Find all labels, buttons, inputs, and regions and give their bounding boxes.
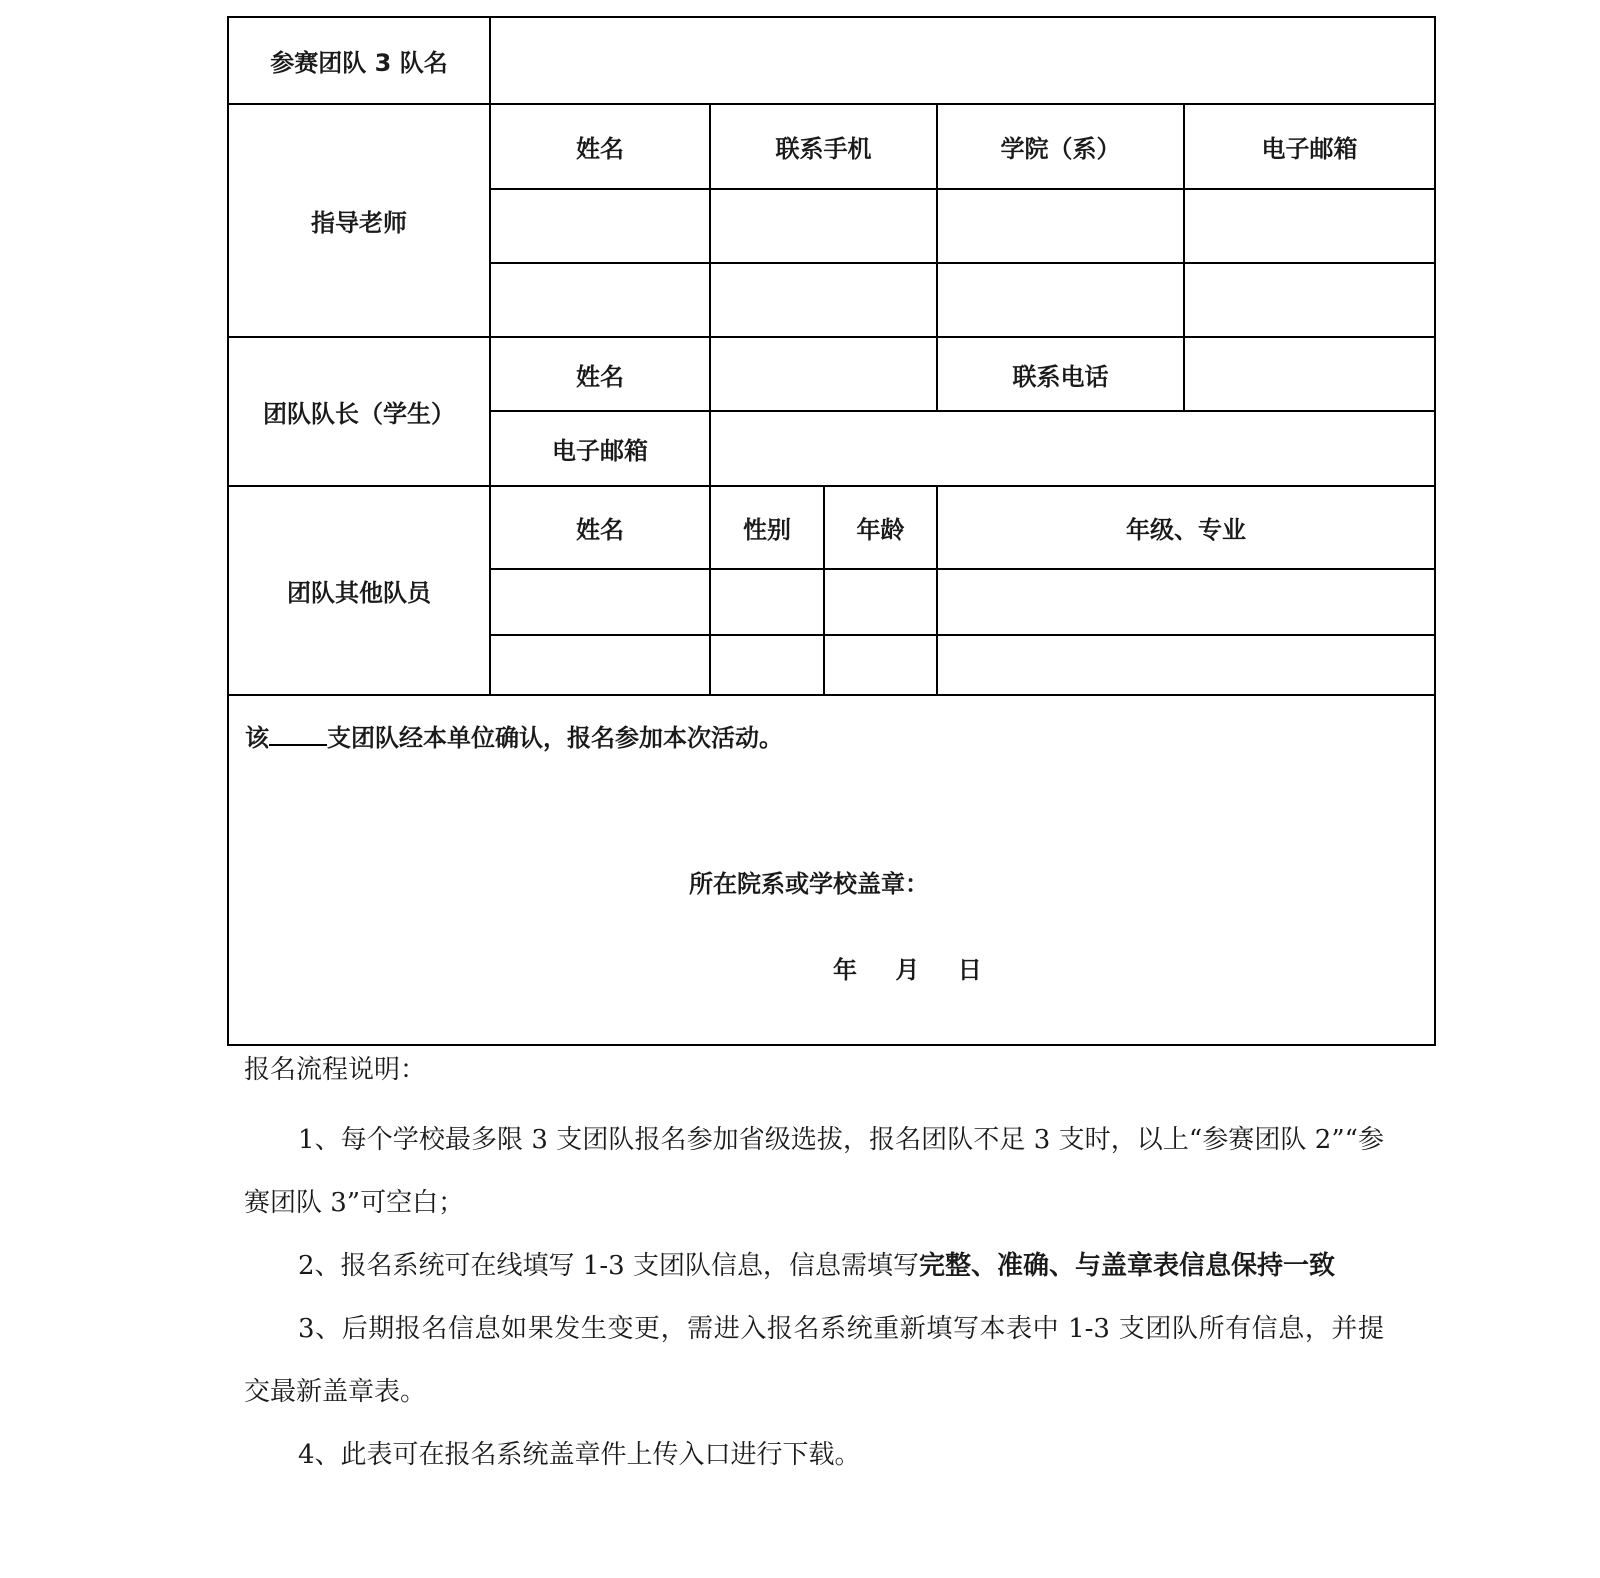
date-day: 日 bbox=[957, 956, 982, 984]
team-count-blank[interactable] bbox=[269, 722, 327, 746]
advisor-2-email-cell[interactable] bbox=[1184, 263, 1435, 337]
captain-email-field[interactable] bbox=[710, 411, 1435, 486]
date-month: 月 bbox=[895, 956, 920, 984]
captain-label: 团队队长（学生） bbox=[228, 337, 490, 486]
captain-name-label: 姓名 bbox=[490, 337, 710, 411]
member-1-gender-cell[interactable] bbox=[710, 569, 824, 635]
advisor-header-college: 学院（系） bbox=[937, 104, 1184, 189]
captain-phone-label: 联系电话 bbox=[937, 337, 1184, 411]
date-year: 年 bbox=[833, 956, 857, 984]
advisor-1-email-cell[interactable] bbox=[1184, 189, 1435, 263]
advisor-label: 指导老师 bbox=[228, 104, 490, 337]
members-header-gender: 性别 bbox=[710, 486, 824, 569]
advisor-2-name-cell[interactable] bbox=[490, 263, 710, 337]
captain-email-label: 电子邮箱 bbox=[490, 411, 710, 486]
members-header-grade-major: 年级、专业 bbox=[937, 486, 1435, 569]
confirmation-suffix: 支团队经本单位确认，报名参加本次活动。 bbox=[327, 724, 783, 752]
date-line bbox=[833, 950, 982, 985]
members-header-row bbox=[228, 486, 1435, 569]
captain-name-field[interactable] bbox=[710, 337, 937, 411]
advisor-header-email: 电子邮箱 bbox=[1184, 104, 1435, 189]
team-name-row bbox=[228, 17, 1435, 104]
confirmation-cell bbox=[228, 695, 1435, 1045]
member-2-age-cell[interactable] bbox=[824, 635, 937, 695]
members-label: 团队其他队员 bbox=[228, 486, 490, 695]
advisor-header-name: 姓名 bbox=[490, 104, 710, 189]
member-2-gender-cell[interactable] bbox=[710, 635, 824, 695]
team-name-field[interactable] bbox=[490, 17, 1435, 104]
member-2-grade-major-cell[interactable] bbox=[937, 635, 1435, 695]
advisor-2-phone-cell[interactable] bbox=[710, 263, 937, 337]
advisor-1-phone-cell[interactable] bbox=[710, 189, 937, 263]
members-header-name: 姓名 bbox=[490, 486, 710, 569]
team-name-label: 参赛团队 3 队名 bbox=[228, 17, 490, 104]
advisor-1-name-cell[interactable] bbox=[490, 189, 710, 263]
member-1-grade-major-cell[interactable] bbox=[937, 569, 1435, 635]
note-item-2-text: 2、报名系统可在线填写 1-3 支团队信息，信息需填写 bbox=[298, 1251, 919, 1281]
registration-notes bbox=[244, 1054, 1384, 1487]
note-item-2 bbox=[244, 1235, 1384, 1298]
confirmation-prefix: 该 bbox=[245, 724, 269, 752]
note-item-4: 4、此表可在报名系统盖章件上传入口进行下载。 bbox=[298, 1440, 861, 1470]
captain-row-1 bbox=[228, 337, 1435, 411]
note-item-3: 3、后期报名信息如果发生变更，需进入报名系统重新填写本表中 1-3 支团队所有信息，并提交最新盖章表。 bbox=[244, 1314, 1384, 1407]
registration-form-table bbox=[227, 16, 1436, 1046]
confirmation-statement bbox=[245, 718, 783, 753]
advisor-header-phone: 联系手机 bbox=[710, 104, 937, 189]
advisor-1-college-cell[interactable] bbox=[937, 189, 1184, 263]
member-1-age-cell[interactable] bbox=[824, 569, 937, 635]
notes-heading: 报名流程说明： bbox=[244, 1055, 427, 1085]
advisor-2-college-cell[interactable] bbox=[937, 263, 1184, 337]
note-item-1: 1、每个学校最多限 3 支团队报名参加省级选拔，报名团队不足 3 支时，以上“参赛团队 2”“参赛团队 3”可空白； bbox=[244, 1125, 1384, 1218]
members-header-age: 年龄 bbox=[824, 486, 937, 569]
member-1-name-cell[interactable] bbox=[490, 569, 710, 635]
captain-phone-field[interactable] bbox=[1184, 337, 1435, 411]
member-2-name-cell[interactable] bbox=[490, 635, 710, 695]
confirmation-row bbox=[228, 695, 1435, 1045]
note-item-2-emphasis: 完整、准确、与盖章表信息保持一致 bbox=[918, 1251, 1335, 1281]
advisor-header-row bbox=[228, 104, 1435, 189]
stamp-label: 所在院系或学校盖章： bbox=[689, 870, 929, 898]
